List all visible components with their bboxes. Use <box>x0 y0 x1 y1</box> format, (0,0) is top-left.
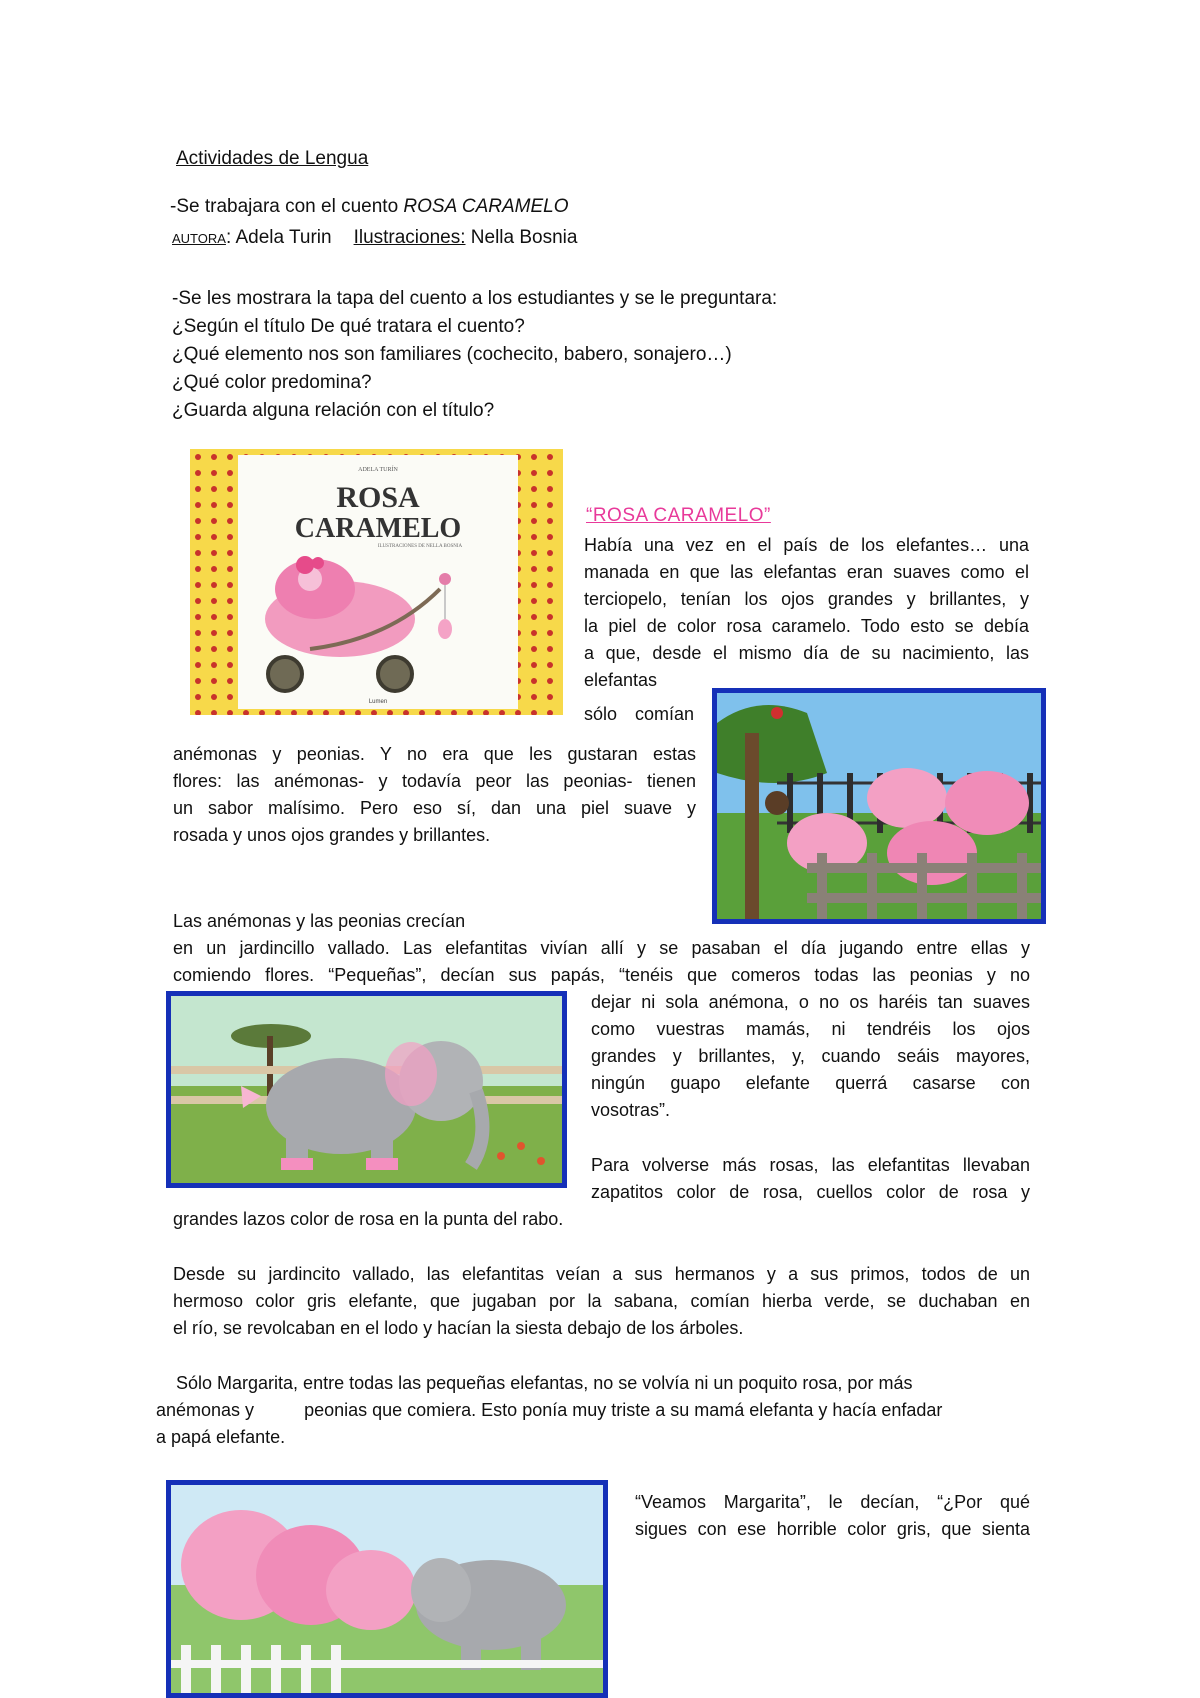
pram-wheel <box>378 657 412 691</box>
credits-line <box>172 224 577 252</box>
story-line: Para volverse más rosas, las elefantitas llevaban <box>591 1155 1030 1175</box>
autora-sep: : <box>225 227 232 248</box>
autora-label: AUTORA <box>172 231 226 246</box>
story-line: vosotras”. <box>591 1100 671 1120</box>
story-line: Había una vez en el país de los elefantes… una <box>584 535 1029 555</box>
ilustraciones-label: Ilustraciones: <box>353 227 466 248</box>
question-item: ¿Según el título De qué tratara el cuento? <box>172 316 525 337</box>
rattle-icon <box>439 573 451 585</box>
story-line: terciopelo, tenían los ojos grandes y brillantes, y <box>584 589 1029 609</box>
story-line: elefantas <box>584 670 658 690</box>
story-line: hermoso color gris elefante, que jugaban por la sabana, comían hierba verde, se duchaban en <box>173 1291 1030 1311</box>
intro-line <box>170 193 568 220</box>
story-line: Desde su jardincito vallado, las elefantitas veían a sus hermanos y a sus primos, todos de un <box>173 1264 1030 1284</box>
story-line: un sabor malísimo. Pero eso sí, dan una piel suave y <box>173 798 696 818</box>
tree-trunk <box>745 733 759 919</box>
story-line: sigues con ese horrible color gris, que sienta <box>635 1519 1030 1539</box>
story-line: en un jardincillo vallado. Las elefantitas vivían allí y se pasaban el día jugando entre ellas y <box>173 938 1030 958</box>
story-line: a papá elefante. <box>156 1427 286 1447</box>
story-line: rosada y unos ojos grandes y brillantes. <box>173 825 491 845</box>
story-line: manada en que las elefantas eran suaves como el <box>584 562 1029 582</box>
story-line: a que, desde el mismo día de su nacimiento, las <box>584 643 1029 663</box>
question-item: ¿Qué elemento nos son familiares (cochecito, babero, sonajero…) <box>172 344 732 365</box>
story-line: sólo comían <box>584 704 694 724</box>
story-line: la piel de color rosa caramelo. Todo esto se debía <box>584 616 1029 636</box>
pink-gray-elephants-image <box>166 1480 608 1698</box>
story-line: dejar ni sola anémona, o no os haréis tan suaves <box>591 992 1030 1012</box>
story-line: como vuestras mamás, ni tendréis los ojos <box>591 1019 1030 1039</box>
cover-title-1: ROSA <box>336 481 420 514</box>
pink-elephant <box>867 768 947 828</box>
question-item: ¿Guarda alguna relación con el título? <box>172 400 495 421</box>
story-line: anémonas y peonias. Y no era que les gustaran estas <box>173 744 696 764</box>
pink-elephant <box>887 821 977 885</box>
pink-shoe <box>366 1158 398 1170</box>
story-line: comiendo flores. “Pequeñas”, decían sus papás, “tenéis que comeros todas las peonias y no <box>173 965 1030 985</box>
autora-name: Adela Turin <box>231 227 332 248</box>
story-line: grandes y brillantes, y, cuando seáis mayores, <box>591 1046 1030 1066</box>
pink-shoe <box>281 1158 313 1170</box>
intro-prefix: -Se trabajara con el cuento <box>170 196 404 217</box>
story-line: “Veamos Margarita”, le decían, “¿Por qué <box>635 1492 1030 1512</box>
story-title: “ROSA CARAMELO” <box>586 505 771 526</box>
elephants-fence-image <box>712 688 1046 924</box>
story-line: Sólo Margarita, entre todas las pequeñas elefantas, no se volvía ni un poquito rosa, por más <box>156 1373 913 1393</box>
question-item: ¿Qué color predomina? <box>172 372 372 393</box>
pink-collar <box>385 1042 437 1106</box>
pink-elephant <box>945 771 1029 835</box>
story-line: zapatitos color de rosa, cuellos color de rosa y <box>591 1182 1030 1202</box>
pink-elephant <box>326 1550 416 1630</box>
book-cover-image <box>190 449 563 715</box>
story-line: ningún guapo elefante querrá casarse con <box>591 1073 1030 1093</box>
pram-wheel <box>268 657 302 691</box>
story-line: flores: las anémonas- y todavía peor las peonias- tienen <box>173 771 696 791</box>
story-line: Las anémonas y las peonias crecían <box>173 911 466 931</box>
gray-elephant-image <box>166 991 567 1188</box>
page-heading: Actividades de Lengua <box>176 148 369 169</box>
story-line: el río, se revolcaban en el lodo y hacían la siesta debajo de los árboles. <box>173 1318 744 1338</box>
cover-author: ADELA TURÍN <box>358 467 398 473</box>
cover-illustrator: ILUSTRACIONES DE NELLA BOSNIA <box>377 544 463 549</box>
ilustraciones-name: Nella Bosnia <box>465 227 578 248</box>
story-line: grandes lazos color de rosa en la punta del rabo. <box>173 1209 564 1229</box>
cover-title-2: CARAMELO <box>294 513 462 544</box>
story-line: anémonas y peonias que comiera. Esto ponía muy triste a su mamá elefanta y hacía enfadar <box>156 1400 943 1420</box>
book-title: ROSA CARAMELO <box>403 196 569 217</box>
monkey <box>765 791 789 815</box>
cover-publisher: Lumen <box>368 699 388 705</box>
question-intro: -Se les mostrara la tapa del cuento a los estudiantes y se le preguntara: <box>172 288 778 309</box>
